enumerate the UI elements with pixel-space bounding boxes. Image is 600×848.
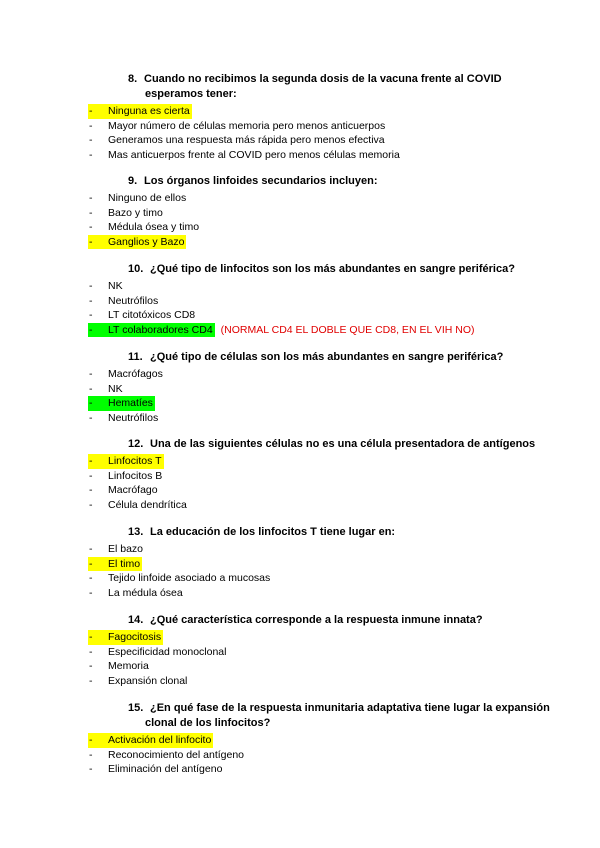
answer-option <box>0 206 600 221</box>
bullet-dash: - <box>89 734 93 746</box>
question-15 <box>0 701 600 777</box>
bullet-dash: - <box>89 382 93 395</box>
bullet-dash: - <box>89 368 93 380</box>
question-8 <box>0 72 600 162</box>
answer-option <box>0 762 600 777</box>
question-number: 9. <box>128 175 138 187</box>
question-13 <box>0 525 600 600</box>
answer-text: Neutrófilos <box>108 294 159 307</box>
answer-option <box>0 674 600 689</box>
question-title <box>0 72 600 102</box>
answer-text: Linfocitos T <box>108 455 162 467</box>
bullet-dash: - <box>89 484 93 497</box>
question-9 <box>0 174 600 249</box>
answer-option <box>0 104 600 119</box>
answer-text: NK <box>108 280 123 292</box>
bullet-dash: - <box>89 586 93 599</box>
answer-option <box>0 557 600 572</box>
question-text: ¿En qué fase de la respuesta inmunitaria adaptativa tiene lugar la expansión <box>150 702 550 714</box>
question-text-continued: esperamos tener: <box>145 88 237 100</box>
answer-text: Eliminación del antígeno <box>108 763 223 776</box>
question-number: 11. <box>128 351 143 363</box>
question-number: 12. <box>128 438 144 450</box>
answer-text: Hematíes <box>108 397 153 410</box>
answer-text: Neutrófilos <box>108 411 159 424</box>
question-text: La educación de los linfocitos T tiene lugar en: <box>150 526 396 538</box>
bullet-dash: - <box>89 397 93 410</box>
answer-text: Mas anticuerpos frente al COVID pero menos células memoria <box>108 148 400 161</box>
answer-text: El bazo <box>108 543 144 555</box>
answer-option <box>0 382 600 397</box>
answer-text: Ganglios y Bazo <box>108 235 185 248</box>
bullet-dash: - <box>89 645 93 658</box>
answer-text: Tejido linfoide asociado a mucosas <box>108 572 271 585</box>
question-title <box>0 525 600 540</box>
bullet-dash: - <box>89 309 93 322</box>
bullet-dash: - <box>89 763 93 776</box>
answer-option <box>0 294 600 309</box>
question-text: ¿Qué característica corresponde a la respuesta inmune innata? <box>150 614 483 626</box>
answer-option <box>0 119 600 134</box>
answer-option <box>0 748 600 763</box>
question-14 <box>0 613 600 688</box>
bullet-dash: - <box>89 119 93 132</box>
question-text: Una de las siguientes células no es una célula presentadora de antígenos <box>150 438 536 450</box>
bullet-dash: - <box>89 660 93 673</box>
bullet-dash: - <box>89 280 93 292</box>
answer-text: Especificidad monoclonal <box>108 645 227 658</box>
bullet-dash: - <box>89 411 93 424</box>
question-number: 15. <box>128 702 144 714</box>
answer-option <box>0 645 600 660</box>
answer-text: Ninguno de ellos <box>108 192 187 204</box>
question-text: ¿Qué tipo de células son los más abundantes en sangre periférica? <box>150 351 504 363</box>
question-title <box>0 174 600 189</box>
answer-text: Reconocimiento del antígeno <box>108 748 245 761</box>
question-text: ¿Qué tipo de linfocitos son los más abundantes en sangre periférica? <box>150 263 515 275</box>
answer-text: Médula ósea y timo <box>108 221 200 234</box>
answer-text: Macrófagos <box>108 368 163 380</box>
answer-option <box>0 148 600 163</box>
answer-text: LT colaboradores CD4 <box>108 323 213 336</box>
bullet-dash: - <box>89 498 93 511</box>
answer-option <box>0 323 600 338</box>
bullet-dash: - <box>89 455 93 467</box>
answer-option <box>0 542 600 557</box>
answer-text: El timo <box>108 557 141 570</box>
question-text: Cuando no recibimos la segunda dosis de la vacuna frente al COVID <box>144 73 502 85</box>
answer-text: Generamos una respuesta más rápida pero menos efectiva <box>108 134 385 147</box>
answer-text: LT citotóxicos CD8 <box>108 309 196 322</box>
bullet-dash: - <box>89 469 93 482</box>
bullet-dash: - <box>89 323 93 336</box>
answer-text: Bazo y timo <box>108 206 163 219</box>
question-text-continued: clonal de los linfocitos? <box>145 717 271 729</box>
bullet-dash: - <box>89 221 93 234</box>
answer-option <box>0 279 600 294</box>
bullet-dash: - <box>89 235 93 248</box>
answer-option <box>0 235 600 250</box>
answer-text: Mayor número de células memoria pero menos anticuerpos <box>108 119 386 132</box>
question-title <box>0 613 600 628</box>
answer-option <box>0 498 600 513</box>
answer-option <box>0 220 600 235</box>
answer-text: Memoria <box>108 660 149 673</box>
question-11 <box>0 350 600 425</box>
answer-text: Ninguna es cierta <box>108 105 190 117</box>
bullet-dash: - <box>89 105 93 117</box>
answer-option <box>0 133 600 148</box>
answer-text: Expansión clonal <box>108 674 188 687</box>
question-number: 10. <box>128 263 144 275</box>
question-10 <box>0 262 600 337</box>
bullet-dash: - <box>89 674 93 687</box>
answer-text: Célula dendrítica <box>108 498 187 511</box>
question-number: 13. <box>128 526 144 538</box>
answer-option <box>0 396 600 411</box>
answer-option <box>0 367 600 382</box>
bullet-dash: - <box>89 748 93 761</box>
answer-text: Linfocitos B <box>108 469 163 482</box>
answer-text: La médula ósea <box>108 586 183 599</box>
bullet-dash: - <box>89 134 93 147</box>
bullet-dash: - <box>89 572 93 585</box>
bullet-dash: - <box>89 557 93 570</box>
answer-option <box>0 586 600 601</box>
answer-text: Activación del linfocito <box>108 734 212 746</box>
answer-option <box>0 454 600 469</box>
answer-option <box>0 571 600 586</box>
answer-option <box>0 469 600 484</box>
bullet-dash: - <box>89 631 93 643</box>
question-number: 14. <box>128 614 144 626</box>
answer-option <box>0 733 600 748</box>
bullet-dash: - <box>89 192 93 204</box>
question-title <box>0 262 600 277</box>
question-title <box>0 350 600 365</box>
answer-note: (NORMAL CD4 EL DOBLE QUE CD8, EN EL VIH NO) <box>220 323 475 336</box>
question-title <box>0 437 600 452</box>
bullet-dash: - <box>89 148 93 161</box>
answer-option <box>0 411 600 426</box>
question-title <box>0 701 600 731</box>
answer-text: NK <box>108 382 123 395</box>
answer-text: Macrófago <box>108 484 158 497</box>
answer-option <box>0 630 600 645</box>
bullet-dash: - <box>89 206 93 219</box>
question-12 <box>0 437 600 512</box>
answer-option <box>0 659 600 674</box>
answer-text: Fagocitosis <box>108 631 162 643</box>
answer-option <box>0 191 600 206</box>
bullet-dash: - <box>89 294 93 307</box>
question-number: 8. <box>128 73 138 85</box>
bullet-dash: - <box>89 543 93 555</box>
answer-option <box>0 308 600 323</box>
answer-option <box>0 483 600 498</box>
question-text: Los órganos linfoides secundarios incluyen: <box>144 175 378 187</box>
